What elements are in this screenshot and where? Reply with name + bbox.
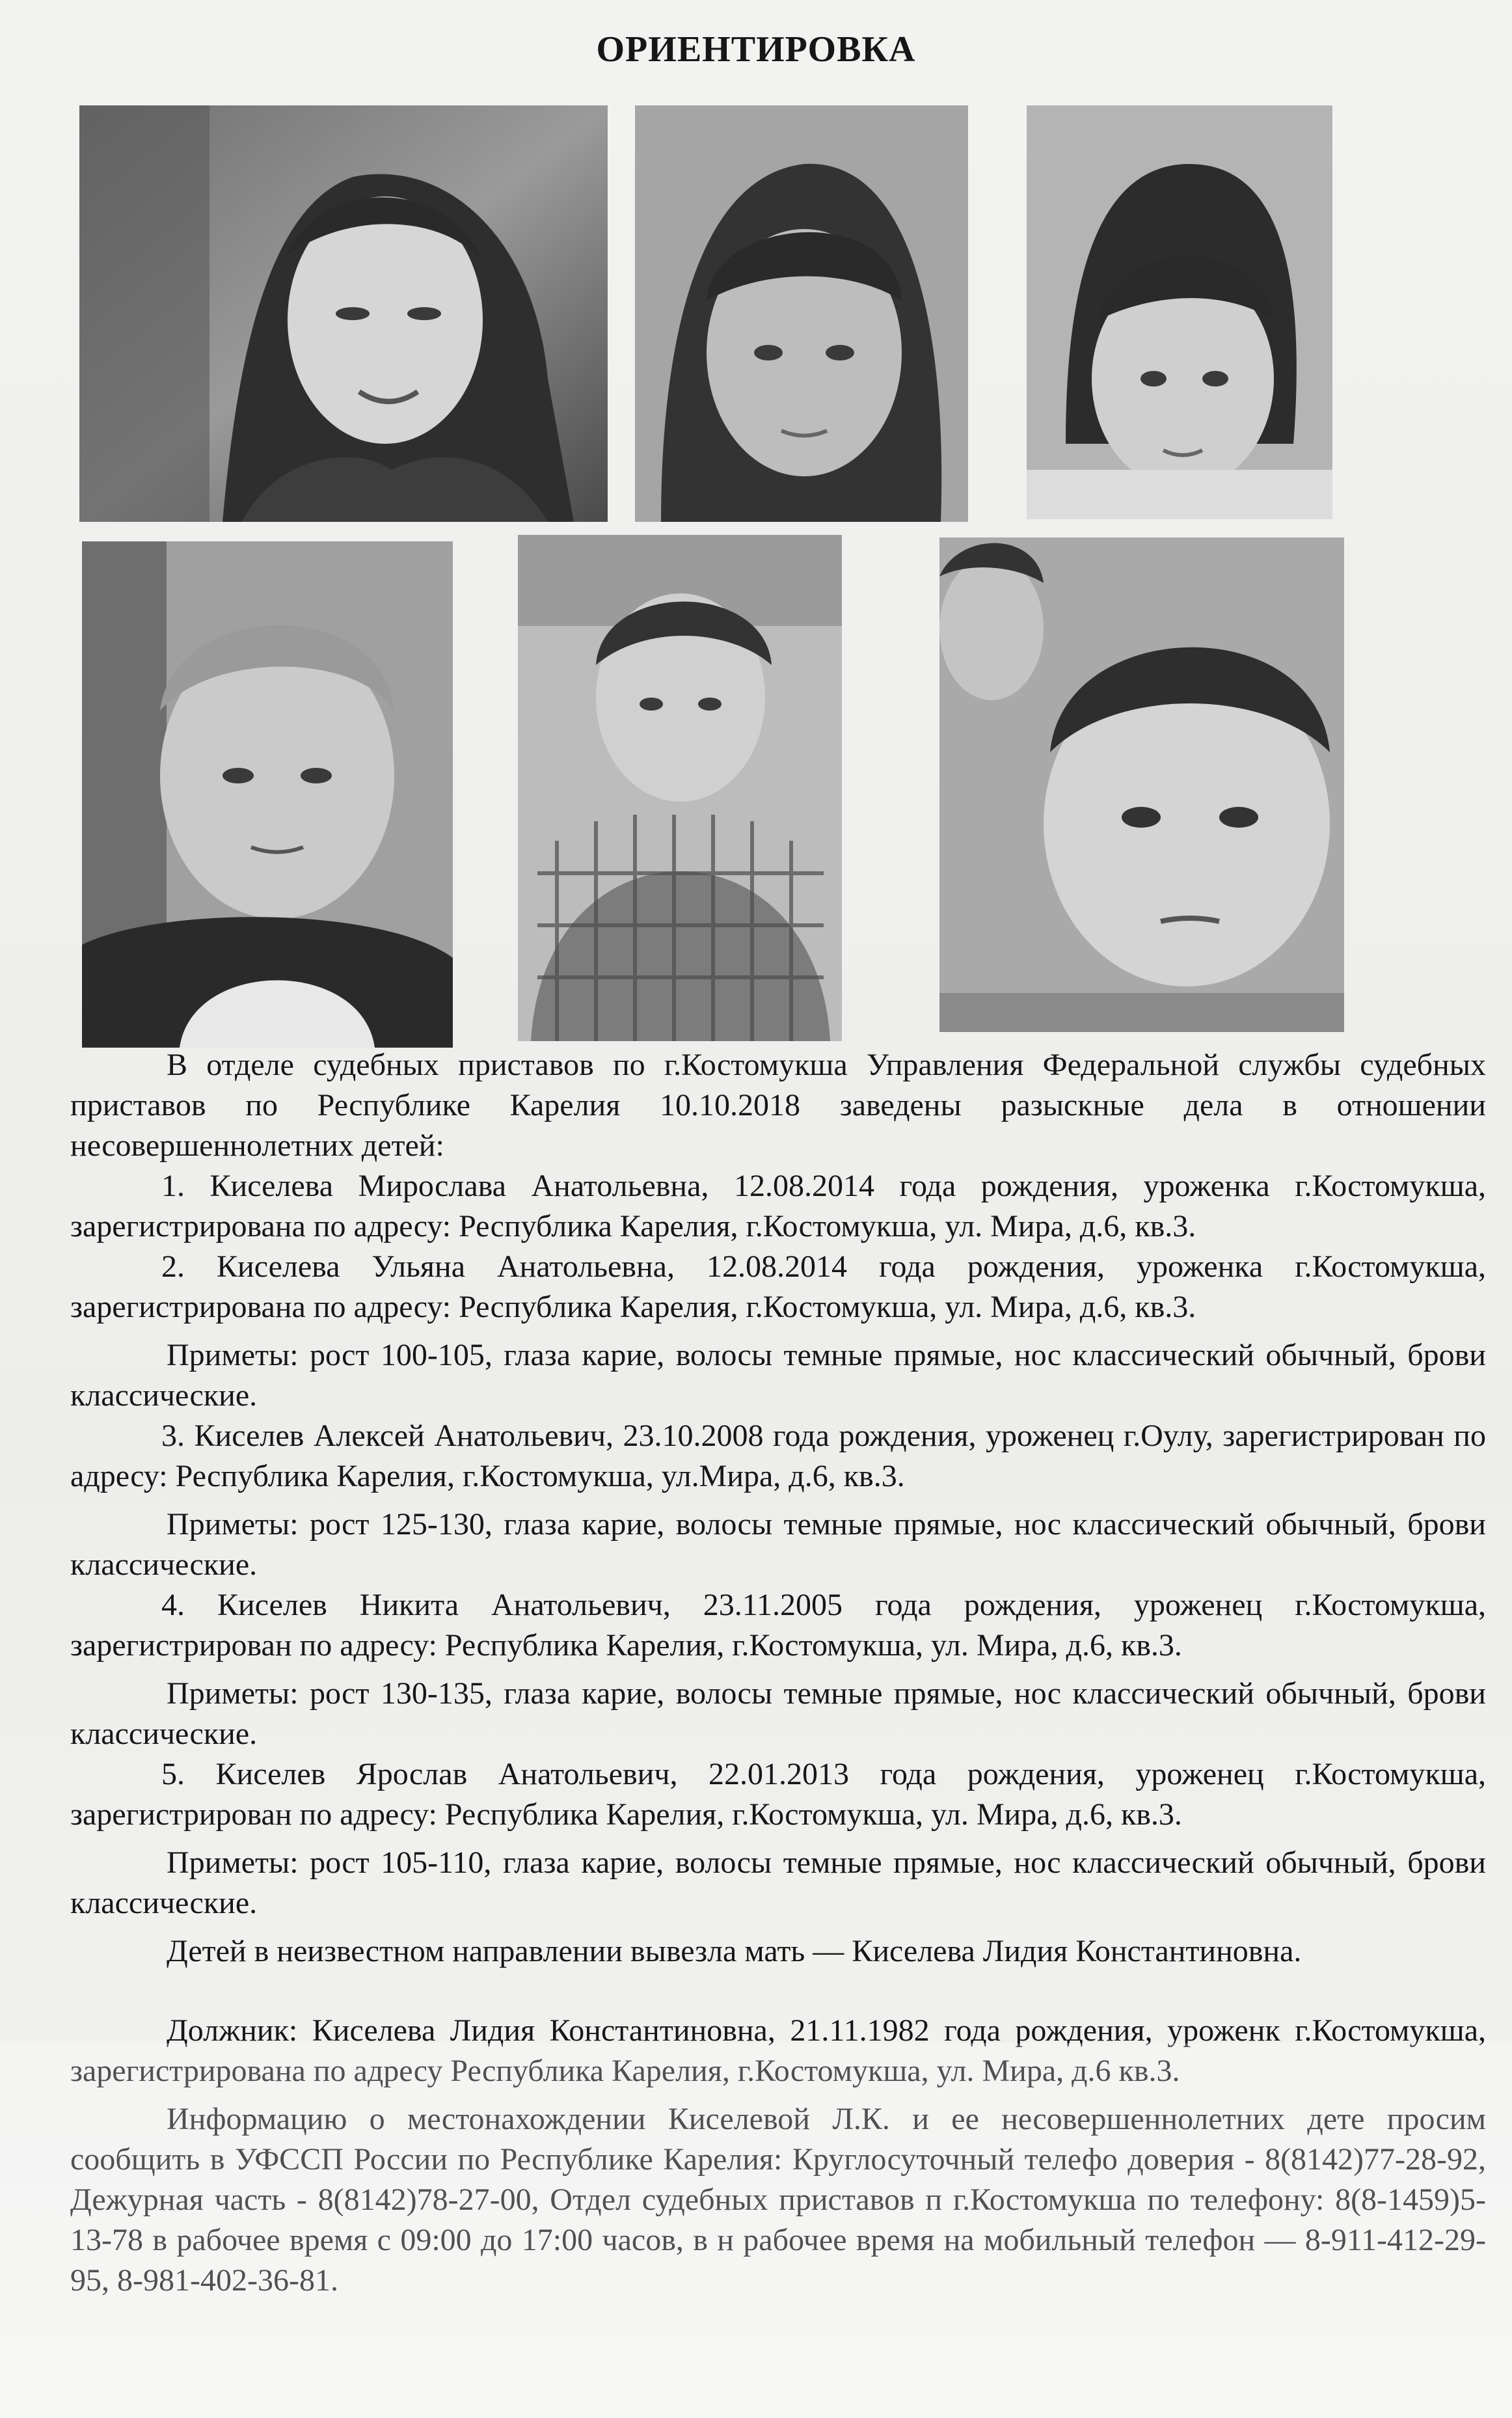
- signs-item-5: Приметы: рост 105-110, глаза карие, волосы темные прямые, нос классический обычный, брови классические.: [70, 1845, 1486, 1920]
- photo-boy-2: [518, 535, 842, 1041]
- portrait-boy-2-image: [518, 535, 842, 1041]
- list-item-3: 3. Киселев Алексей Анатольевич, 23.10.2008 года рождения, уроженец г.Оулу, зарегистрирован по адресу: Республика Карелия, г.Костомукша, ул.Мира, д.6, кв.3.: [70, 1419, 1486, 1493]
- signs-item-3: Приметы: рост 125-130, глаза карие, волосы темные прямые, нос классический обычный, брови классические.: [70, 1507, 1486, 1582]
- portrait-girl-1-image: [635, 105, 968, 522]
- list-item-5: 5. Киселев Ярослав Анатольевич, 22.01.2013 года рождения, уроженец г.Костомукша, зарегистрирован по адресу: Республика Карелия, г.Костомукша, ул. Мира, д.6, кв.3.: [70, 1757, 1486, 1832]
- portrait-woman-image: [79, 105, 608, 522]
- intro-paragraph: В отделе судебных приставов по г.Костомукша Управления Федеральной службы судебных приставов по Республике Карелия 10.10.2018 заведены разыскные дела в отношении несовершеннолетних детей:: [70, 1048, 1486, 1163]
- document-title: ОРИЕНТИРОВКА: [596, 29, 916, 70]
- photo-boy-3: [939, 537, 1344, 1032]
- list-item-4: 4. Киселев Никита Анатольевич, 23.11.2005 года рождения, уроженец г.Костомукша, зарегистрирован по адресу: Республика Карелия, г.Костомукша, ул. Мира, д.6, кв.3.: [70, 1588, 1486, 1663]
- photo-girl-1: [635, 105, 968, 522]
- mother-paragraph: Детей в неизвестном направлении вывезла мать — Киселева Лидия Константиновна.: [167, 1934, 1302, 1968]
- photo-boy-1: [82, 541, 453, 1048]
- signs-items-1-2: Приметы: рост 100-105, глаза карие, волосы темные прямые, нос классический обычный, брови классические.: [70, 1338, 1486, 1413]
- list-item-2: 2. Киселева Ульяна Анатольевна, 12.08.2014 года рождения, уроженка г.Костомукша, зарегистрирована по адресу: Республика Карелия, г.Костомукша, ул. Мира, д.6, кв.3.: [70, 1249, 1486, 1324]
- document-body: [70, 1045, 1486, 2301]
- debtor-paragraph: Должник: Киселева Лидия Константиновна, 21.11.1982 года рождения, уроженк г.Костомукша, зарегистрирована по адресу Республика Карелия, г.Костомукша, ул. Мира, д.6 кв.3.: [70, 2013, 1486, 2088]
- portrait-girl-2-image: [1027, 105, 1332, 519]
- photo-woman: [79, 105, 608, 522]
- portrait-boy-3-image: [939, 537, 1344, 1032]
- contact-paragraph: Информацию о местонахождении Киселевой Л.К. и ее несовершеннолетних дете просим сообщить в УФССП России по Республике Карелия: Круглосуточный телефо доверия - 8(8142)77-28-92, Дежурная часть - 8(8142)78-27-00, Отдел судебных приставов п г.Костомукша по телефону: 8(8-1459)5-13-78 в рабочее время с 09:00 до 17:00 часов, в н рабочее время на мобильный телефон — 8-911-412-29-95, 8-981-402-36-81.: [70, 2102, 1486, 2298]
- portrait-boy-1-image: [82, 541, 453, 1048]
- list-item-1: 1. Киселева Мирослава Анатольевна, 12.08.2014 года рождения, уроженка г.Костомукша, зарегистрирована по адресу: Республика Карелия, г.Костомукша, ул. Мира, д.6, кв.3.: [70, 1169, 1486, 1243]
- photo-girl-2: [1027, 105, 1332, 519]
- signs-item-4: Приметы: рост 130-135, глаза карие, волосы темные прямые, нос классический обычный, брови классические.: [70, 1676, 1486, 1751]
